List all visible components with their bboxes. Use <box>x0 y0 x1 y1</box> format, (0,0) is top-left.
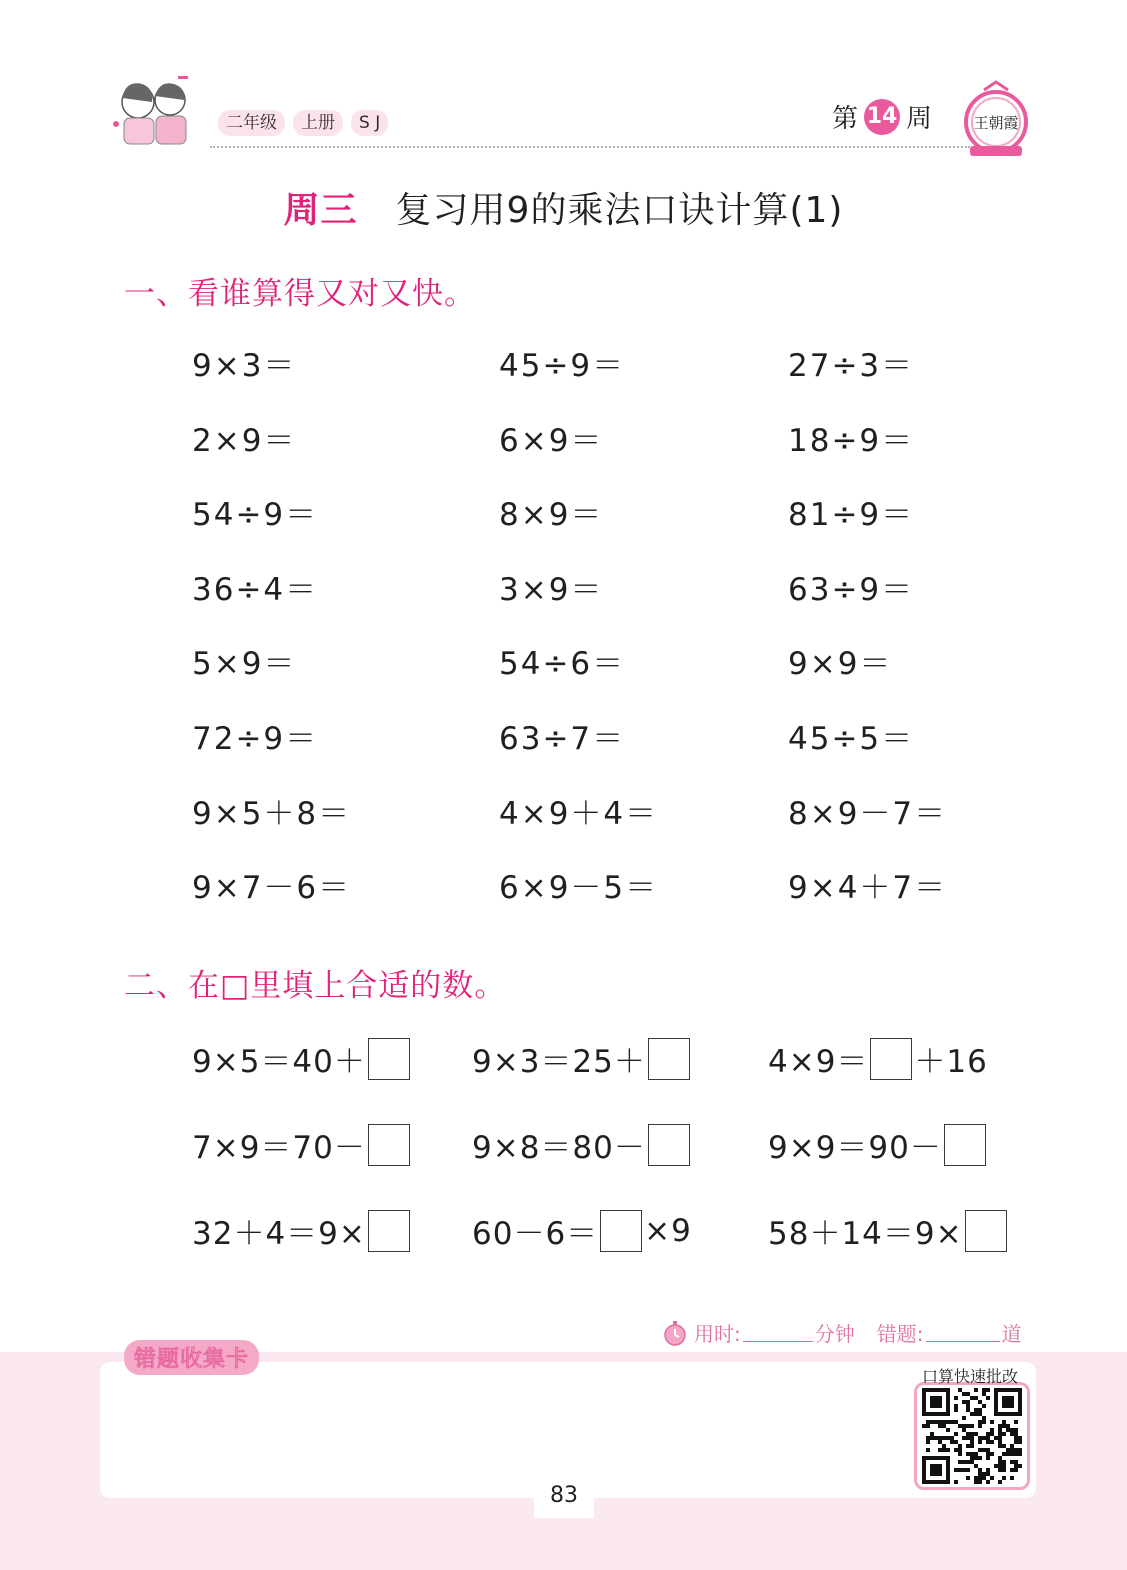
arithmetic-problem: 9×7－6＝ <box>192 870 352 906</box>
page-title <box>0 182 1127 233</box>
fill-in-expression: 9×8＝80－ <box>472 1130 646 1166</box>
week-prefix: 第 <box>832 104 859 134</box>
errors-unit: 道 <box>1001 1322 1022 1346</box>
arithmetic-problem: 63÷7＝ <box>499 721 626 757</box>
time-label: 用时: <box>694 1322 741 1346</box>
time-blank[interactable] <box>743 1323 813 1342</box>
fill-in-problem <box>472 1036 692 1081</box>
answer-box[interactable] <box>600 1210 642 1252</box>
term-tag: 上册 <box>293 110 343 136</box>
arithmetic-problem: 9×4＋7＝ <box>788 870 948 906</box>
title-day: 周三 <box>283 190 358 231</box>
fill-in-problem <box>768 1208 1009 1253</box>
answer-box[interactable] <box>965 1210 1007 1252</box>
section2-heading: 二、在□里填上合适的数。 <box>124 968 507 1004</box>
arithmetic-problem: 72÷9＝ <box>192 721 319 757</box>
arithmetic-problem: 81÷9＝ <box>788 497 915 533</box>
week-suffix: 周 <box>906 104 933 134</box>
minutes-label: 分钟 <box>814 1322 855 1346</box>
fill-in-expression: 4×9＝ <box>768 1044 869 1080</box>
error-card-label: 错题收集卡 <box>124 1340 259 1375</box>
arithmetic-problem: 63÷9＝ <box>788 572 915 608</box>
grade-tag: 二年级 <box>218 110 285 136</box>
fill-in-expression: 9×9＝90－ <box>768 1130 942 1166</box>
qr-caption: 口算快速批改 <box>922 1367 1019 1386</box>
arithmetic-problem: 45÷5＝ <box>788 721 915 757</box>
arithmetic-problem: 6×9－5＝ <box>499 870 659 906</box>
arithmetic-problem: 4×9＋4＝ <box>499 796 659 832</box>
answer-box[interactable] <box>648 1124 690 1166</box>
answer-box[interactable] <box>368 1124 410 1166</box>
arithmetic-problem: 8×9－7＝ <box>788 796 948 832</box>
week-number-badge: 14 <box>864 99 900 135</box>
fill-in-expression: 9×5＝40＋ <box>192 1044 366 1080</box>
fill-in-problem <box>768 1036 988 1081</box>
fill-in-expression-tail: ＋16 <box>914 1044 988 1080</box>
arithmetic-problem: 5×9＝ <box>192 646 297 682</box>
errors-label: 错题: <box>876 1322 924 1346</box>
answer-box[interactable] <box>368 1210 410 1252</box>
edition-tag: S J <box>351 110 388 136</box>
arithmetic-problem: 54÷6＝ <box>499 646 626 682</box>
answer-box[interactable] <box>648 1038 690 1080</box>
arithmetic-problem: 2×9＝ <box>192 423 297 459</box>
section1-heading: 一、看谁算得又对又快。 <box>124 276 476 312</box>
arithmetic-problem: 3×9＝ <box>499 572 604 608</box>
stopwatch-icon <box>662 1320 688 1346</box>
fill-in-problem <box>472 1122 692 1167</box>
arithmetic-problem: 9×9＝ <box>788 646 893 682</box>
title-text: 复习用9的乘法口诀计算(1) <box>395 190 844 231</box>
arithmetic-problem: 45÷9＝ <box>499 348 626 384</box>
arithmetic-problem: 36÷4＝ <box>192 572 319 608</box>
fill-in-problem <box>192 1036 412 1081</box>
answer-box[interactable] <box>368 1038 410 1080</box>
fill-in-expression-tail: ×9 <box>644 1212 692 1249</box>
arithmetic-problem: 18÷9＝ <box>788 423 915 459</box>
header-tags <box>218 110 388 136</box>
page-number: 83 <box>534 1474 594 1518</box>
fill-in-expression: 9×3＝25＋ <box>472 1044 646 1080</box>
fill-in-expression: 58＋14＝9× <box>768 1216 963 1252</box>
kids-illustration-icon <box>108 72 204 156</box>
answer-box[interactable] <box>870 1038 912 1080</box>
brand-logo-icon <box>960 80 1032 160</box>
time-record <box>662 1318 1022 1347</box>
arithmetic-problem: 9×5＋8＝ <box>192 796 352 832</box>
fill-in-expression: 7×9＝70－ <box>192 1130 366 1166</box>
header-divider <box>210 146 970 148</box>
arithmetic-problem: 54÷9＝ <box>192 497 319 533</box>
fill-in-expression: 32＋4＝9× <box>192 1216 366 1252</box>
week-indicator <box>832 98 932 135</box>
errors-blank[interactable] <box>926 1323 1000 1342</box>
arithmetic-problem: 27÷3＝ <box>788 348 915 384</box>
fill-in-expression: 60－6＝ <box>472 1216 599 1252</box>
fill-in-problem <box>472 1208 692 1253</box>
answer-box[interactable] <box>944 1124 986 1166</box>
fill-in-problem <box>192 1122 412 1167</box>
qr-code-icon[interactable] <box>922 1388 1022 1484</box>
arithmetic-problem: 6×9＝ <box>499 423 604 459</box>
logo-text: 王朝霞 <box>973 114 1019 132</box>
arithmetic-problem: 8×9＝ <box>499 497 604 533</box>
fill-in-problem <box>192 1208 412 1253</box>
arithmetic-problem: 9×3＝ <box>192 348 297 384</box>
fill-in-problem <box>768 1122 988 1167</box>
